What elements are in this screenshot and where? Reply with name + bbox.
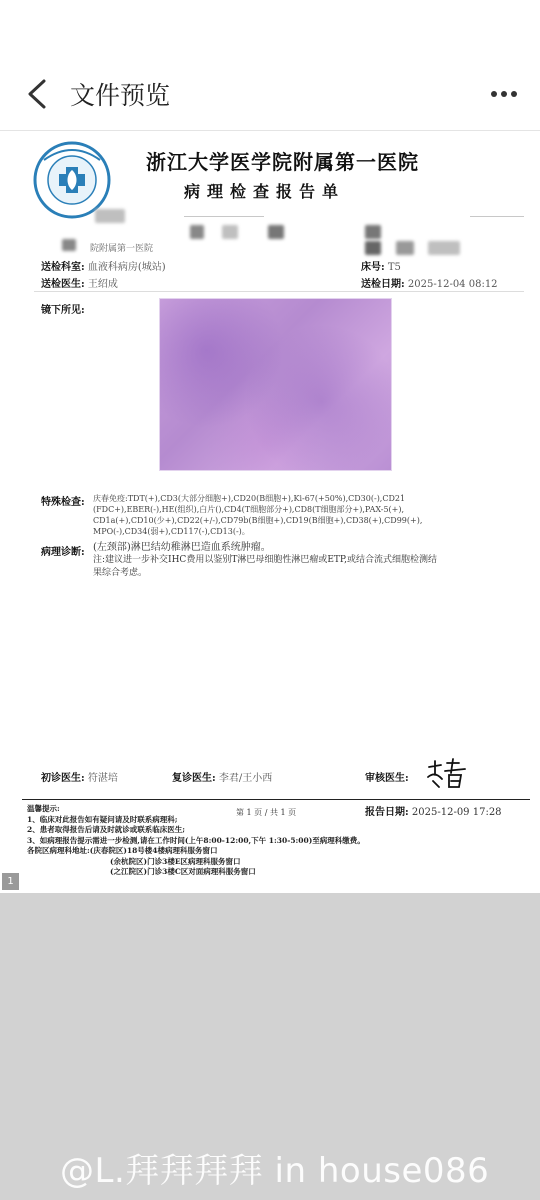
header-rule xyxy=(470,216,524,217)
watermark: @L.拜拜拜拜 in house086 xyxy=(60,1151,490,1191)
special-label: 特殊检查: xyxy=(41,497,85,508)
note-line: (余杭院区)门诊3楼E区病理科服务窗口 xyxy=(110,856,241,866)
notes-block xyxy=(27,804,365,878)
micro-label: 镜下所见: xyxy=(41,305,85,316)
redacted-block xyxy=(222,225,238,239)
dept-label: 送检科室: xyxy=(41,262,85,273)
document-page[interactable] xyxy=(0,131,540,893)
doctor-row xyxy=(41,275,118,290)
first-doc-value: 符湛培 xyxy=(87,773,118,784)
diag-line: 注:建议进一步补交IHC费用以鉴别T淋巴母细胞性淋巴瘤或ETP,或结合流式细胞检测结 xyxy=(93,555,437,565)
redacted-block xyxy=(396,241,414,255)
diag-text xyxy=(93,541,437,580)
note-line: (之江院区)门诊3楼C区对面病理科服务窗口 xyxy=(110,867,256,876)
report-date-row xyxy=(365,803,502,818)
report-title: 病理检查报告单 xyxy=(184,182,346,201)
footer-rule xyxy=(22,799,530,800)
review-doc-label: 复诊医生: xyxy=(172,773,216,784)
note-line: 温馨提示: xyxy=(27,804,60,813)
divider xyxy=(34,291,524,292)
redacted-block xyxy=(62,239,76,251)
special-text xyxy=(93,493,422,537)
redacted-block xyxy=(190,225,204,239)
review-doc-value: 李君/王小西 xyxy=(218,773,273,784)
note-line: 各院区病理科地址:(庆春院区)18号楼4楼病理科服务窗口 xyxy=(27,846,218,855)
page-number-badge: 1 xyxy=(2,873,19,890)
redacted-block xyxy=(268,225,284,239)
note-line: 1、临床对此报告如有疑问请及时联系病理科; xyxy=(27,814,178,824)
signature-image xyxy=(425,757,473,791)
page-info: 第 1 页 / 共 1 页 xyxy=(236,808,297,817)
more-dots-icon[interactable] xyxy=(490,84,518,104)
micrograph-image xyxy=(159,298,392,471)
hospital-logo xyxy=(32,140,112,220)
first-doc-label: 初诊医生: xyxy=(41,773,85,784)
review-doc-row xyxy=(172,769,272,784)
redacted-block xyxy=(365,241,381,255)
diag-line: 果综合考虑。 xyxy=(93,568,148,578)
page-title: 文件预览 xyxy=(70,81,171,110)
bed-row xyxy=(361,258,401,273)
date-row xyxy=(361,275,498,290)
dept-row xyxy=(41,258,166,273)
report-date-label: 报告日期: xyxy=(365,807,409,818)
dept-value: 血液科病房(城站) xyxy=(87,262,166,273)
bed-value: T5 xyxy=(387,262,401,273)
redacted-block xyxy=(428,241,460,255)
date-label: 送检日期: xyxy=(361,279,405,290)
diag-label: 病理诊断: xyxy=(41,547,85,558)
top-bar xyxy=(0,0,540,131)
doctor-value: 王绍成 xyxy=(87,279,118,290)
special-line: (FDC+),EBER(-),HE(组织),白片(),CD4(T细胞部分+),CD8(T细胞部分+),PAX-5(+), xyxy=(93,505,405,514)
audit-doc-label: 审核医生: xyxy=(365,773,409,784)
first-doc-row xyxy=(41,769,118,784)
date-value: 2025-12-04 08:12 xyxy=(407,279,498,290)
hospital-line: 院附属第一医院 xyxy=(90,244,154,254)
note-line: 2、患者取得报告后请及时就诊或联系临床医生; xyxy=(27,825,185,834)
bed-label: 床号: xyxy=(361,262,385,273)
special-line: MPO(-),CD34(弱+),CD117(-),CD13(-)。 xyxy=(93,527,250,536)
chevron-left-icon[interactable] xyxy=(24,78,50,110)
doctor-label: 送检医生: xyxy=(41,279,85,290)
redacted-block xyxy=(95,209,125,223)
diag-line: (左颈部)淋巴结幼稚淋巴造血系统肿瘤。 xyxy=(93,542,271,553)
note-line: 3、如病理报告提示需进一步检测,请在工作时间(上午8:00-12:00,下午 1:30-5:00)至病理科缴费。 xyxy=(27,835,365,845)
report-date-value: 2025-12-09 17:28 xyxy=(411,807,502,818)
redacted-block xyxy=(365,225,381,239)
header-rule xyxy=(184,216,264,217)
hospital-name: 浙江大学医学院附属第一医院 xyxy=(146,150,419,174)
special-line: 庆春免疫:TDT(+),CD3(大部分细胞+),CD20(B细胞+),Ki-67(+50%),CD30(-),CD21 xyxy=(93,494,406,503)
special-line: CD1a(+),CD10(少+),CD22(+/-),CD79b(B细胞+),CD19(B细胞+),CD38(+),CD99(+), xyxy=(93,516,423,525)
